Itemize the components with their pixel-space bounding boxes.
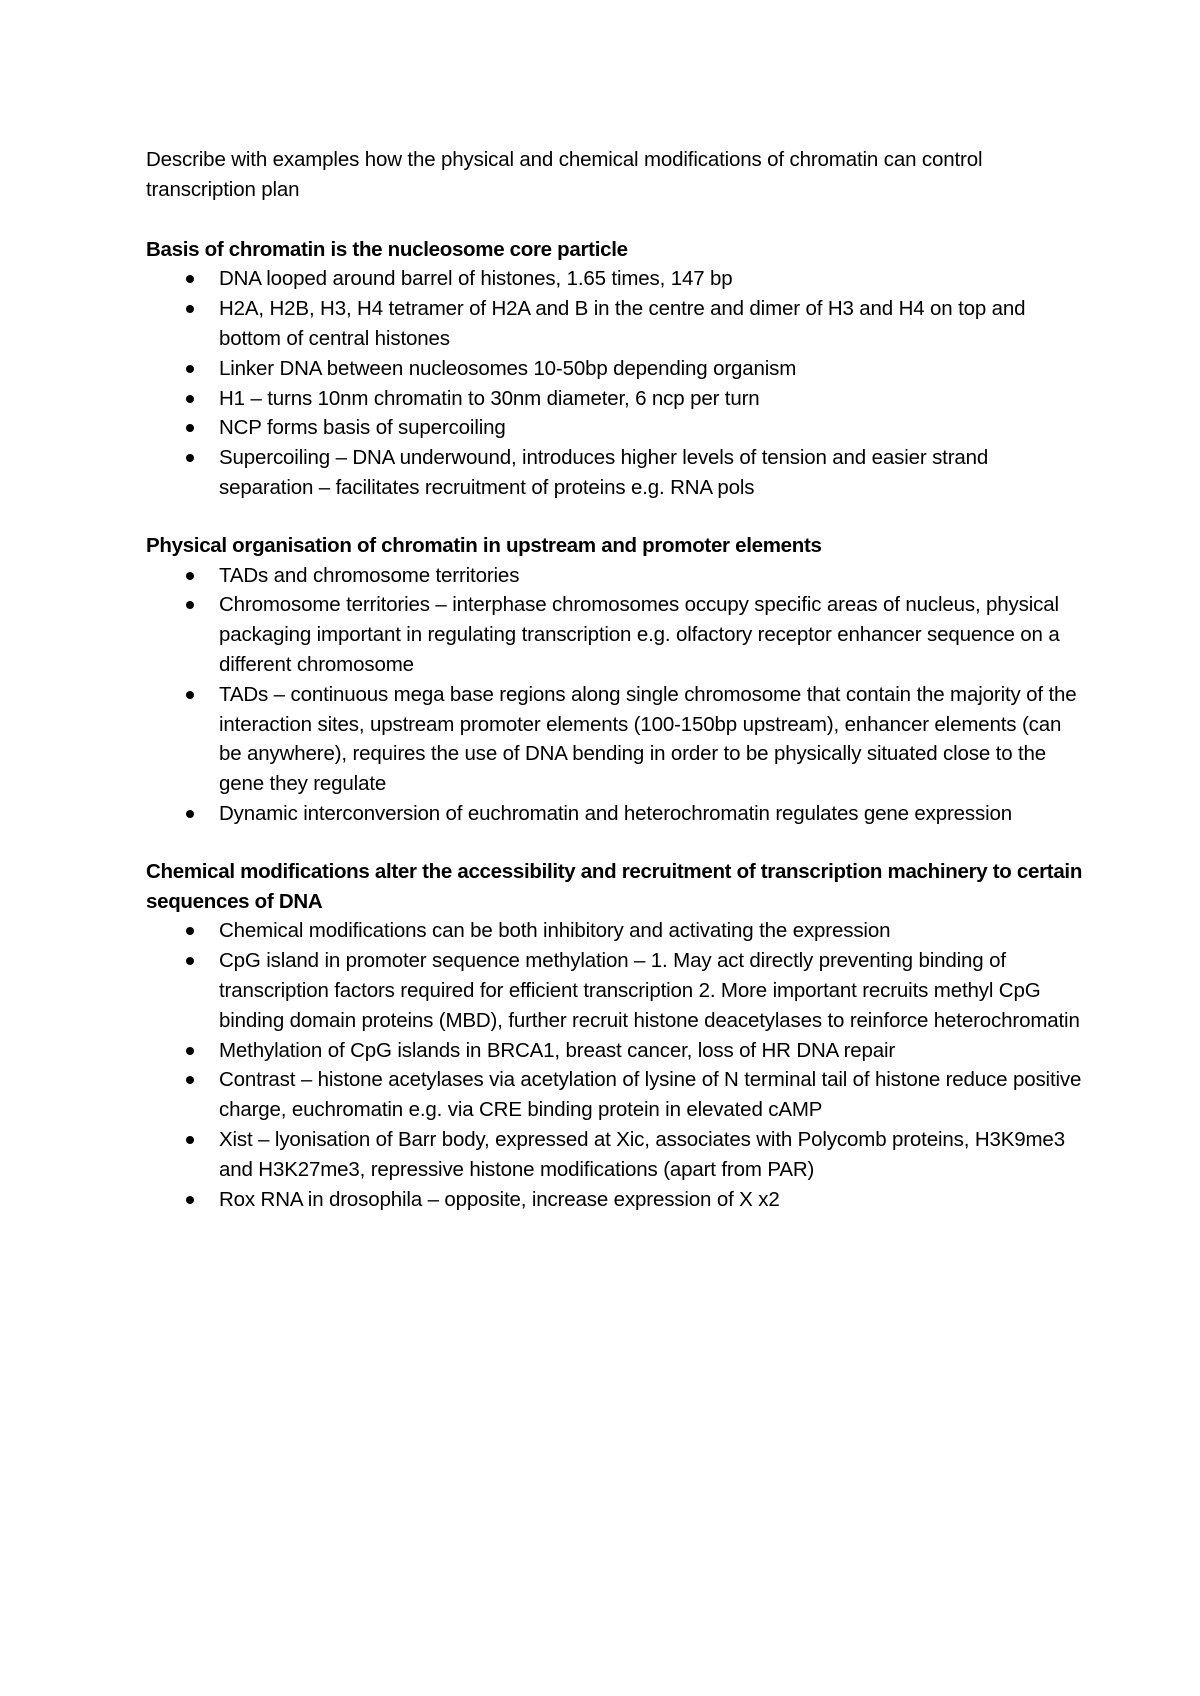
bullet-icon — [186, 275, 194, 283]
list-item-text: H1 – turns 10nm chromatin to 30nm diameter, 6 ncp per turn — [219, 386, 760, 410]
bullet-icon — [186, 1076, 194, 1084]
list-item-text: Linker DNA between nucleosomes 10-50bp depending organism — [219, 356, 797, 380]
bullet-icon — [186, 601, 194, 609]
bullet-icon — [186, 1136, 194, 1144]
list-item-text: Chemical modifications can be both inhibitory and activating the expression — [219, 919, 891, 943]
list-item-text: Methylation of CpG islands in BRCA1, breast cancer, loss of HR DNA repair — [219, 1038, 896, 1062]
bullet-icon — [186, 365, 194, 373]
list-item — [146, 264, 1086, 294]
list-item-text: Dynamic interconversion of euchromatin and heterochromatin regulates gene expression — [219, 801, 1013, 825]
bullet-icon — [186, 454, 194, 462]
bullet-list — [146, 916, 1086, 1214]
list-item — [146, 799, 1086, 829]
list-item — [146, 1125, 1086, 1185]
list-item-text: Supercoiling – DNA underwound, introduces higher levels of tension and easier strand separation – facilitates recruitment of proteins e.g. RNA pols — [219, 446, 989, 499]
bullet-icon — [186, 424, 194, 432]
list-item-text: CpG island in promoter sequence methylation – 1. May act directly preventing binding of transcription factors required for efficient transcription 2. More important recruits methyl CpG binding domain proteins (MBD), further recruit histone deacetylases to reinforce heterochromatin — [219, 949, 1080, 1032]
bullet-icon — [186, 1196, 194, 1204]
list-item-text: H2A, H2B, H3, H4 tetramer of H2A and B in the centre and dimer of H3 and H4 on top and bottom of central histones — [219, 297, 1026, 350]
bullet-icon — [186, 572, 194, 580]
list-item-text: Xist – lyonisation of Barr body, expressed at Xic, associates with Polycomb proteins, H3K9me3 and H3K27me3, repressive histone modifications (apart from PAR) — [219, 1127, 1065, 1181]
list-item-text: TADs and chromosome territories — [219, 563, 520, 587]
list-item-text: Contrast – histone acetylases via acetylation of lysine of N terminal tail of histone reduce positive charge, euchromatin e.g. via CRE binding protein in elevated cAMP — [219, 1068, 1082, 1122]
list-item — [146, 1185, 1086, 1215]
list-item — [146, 443, 1086, 503]
bullet-icon — [186, 810, 194, 818]
bullet-icon — [186, 927, 194, 935]
list-item — [146, 680, 1086, 799]
list-item — [146, 294, 1086, 354]
list-item — [146, 384, 1086, 414]
list-item-text: DNA looped around barrel of histones, 1.65 times, 147 bp — [219, 267, 733, 291]
list-item-text: TADs – continuous mega base regions along single chromosome that contain the majority of the interaction sites, upstream promoter elements (100-150bp upstream), enhancer elements (can be anywhere), requires the use of DNA bending in order to be physically situated close to the gene they regulate — [219, 682, 1077, 796]
section-heading: Chemical modifications alter the accessibility and recruitment of transcription machinery to certain sequences of DNA — [146, 859, 1083, 913]
bullet-icon — [186, 305, 194, 313]
section-heading: Physical organisation of chromatin in upstream and promoter elements — [146, 533, 822, 557]
list-item — [146, 413, 1086, 443]
intro-paragraph: Describe with examples how the physical and chemical modifications of chromatin can control transcription plan — [146, 148, 983, 201]
section-chemical-modifications — [146, 857, 1086, 1215]
list-item — [146, 354, 1086, 384]
bullet-icon — [186, 1047, 194, 1055]
bullet-list — [146, 561, 1086, 829]
list-item-text: NCP forms basis of supercoiling — [219, 416, 506, 440]
list-item — [146, 1065, 1086, 1125]
list-item — [146, 946, 1086, 1035]
section-nucleosome — [146, 235, 1086, 503]
list-item-text: Rox RNA in drosophila – opposite, increase expression of X x2 — [219, 1187, 780, 1211]
list-item — [146, 1036, 1086, 1066]
bullet-list — [146, 264, 1086, 502]
list-item — [146, 916, 1086, 946]
bullet-icon — [186, 395, 194, 403]
section-physical-organisation — [146, 531, 1086, 829]
list-item-text: Chromosome territories – interphase chromosomes occupy specific areas of nucleus, physical packaging important in regulating transcription e.g. olfactory receptor enhancer sequence on a different chromosome — [219, 593, 1060, 676]
bullet-icon — [186, 691, 194, 699]
list-item — [146, 561, 1086, 591]
list-item — [146, 590, 1086, 679]
bullet-icon — [186, 957, 194, 965]
section-heading: Basis of chromatin is the nucleosome core particle — [146, 237, 628, 261]
document-page — [146, 145, 1086, 1242]
